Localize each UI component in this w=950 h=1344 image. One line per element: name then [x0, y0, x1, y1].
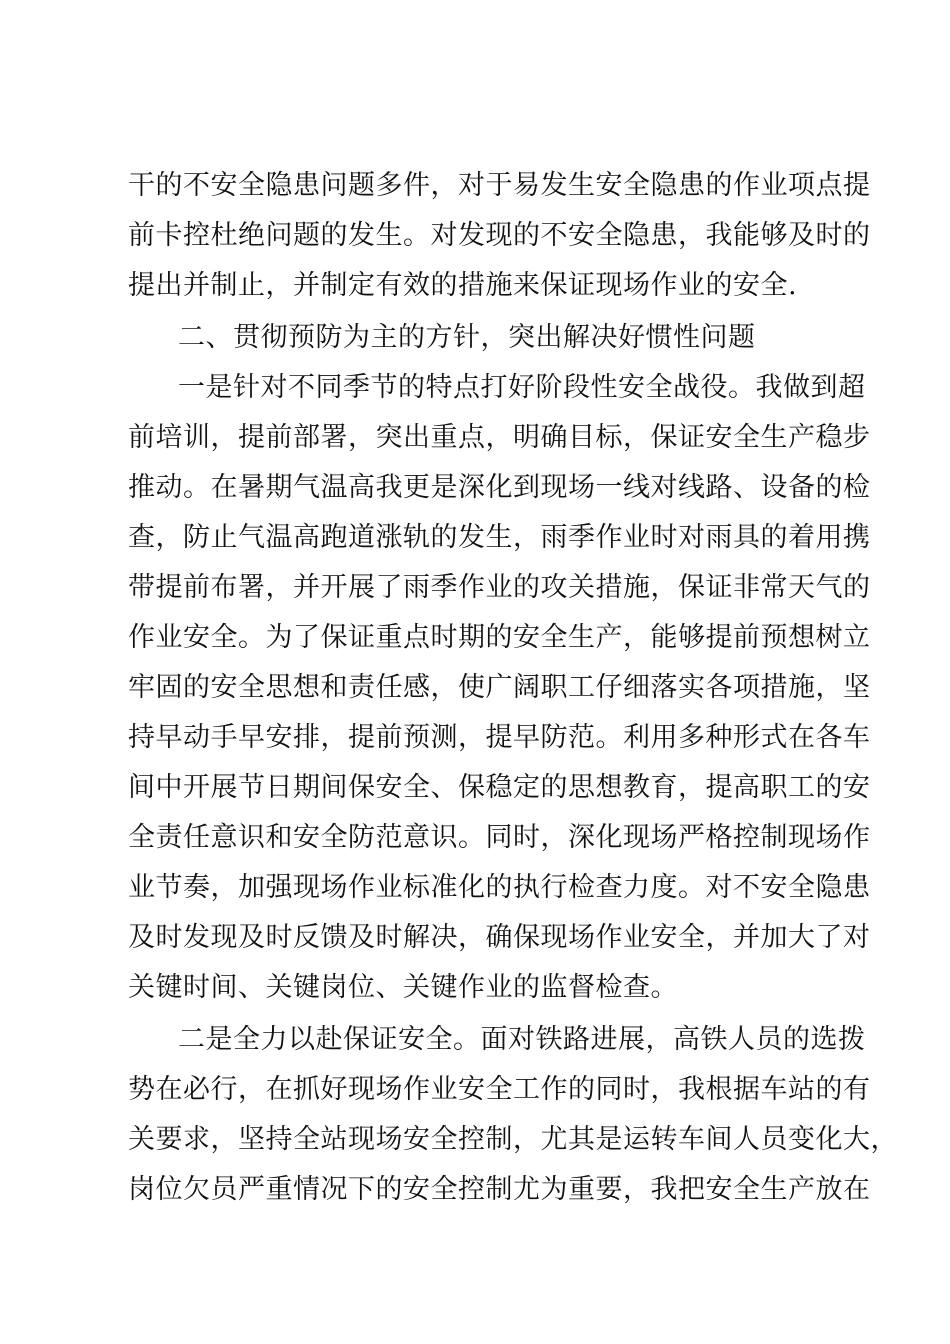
text-line: 及时发现及时反馈及时解决，确保现场作业安全，并加大了对 [128, 922, 871, 953]
text-line: 全责任意识和安全防范意识。同时，深化现场严格控制现场作 [128, 822, 871, 853]
text-line: 关键时间、关键岗位、关键作业的监督检查。 [128, 972, 678, 1003]
text-line: 提出并制止，并制定有效的措施来保证现场作业的安全. [128, 270, 798, 301]
text-line: 二是全力以赴保证安全。面对铁路进展，高铁人员的选拨 [178, 1024, 866, 1055]
text-line: 间中开展节日期间保安全、保稳定的思想教育，提高职工的安 [128, 772, 871, 803]
text-line: 持早动手早安排，提前预测，提早防范。利用多种形式在各车 [128, 722, 871, 753]
text-line: 关要求，坚持全站现场安全控制，尤其是运转车间人员变化大， [128, 1124, 898, 1155]
text-line: 牢固的安全思想和责任感，使广阔职工仔细落实各项措施，坚 [128, 672, 871, 703]
text-line: 前卡控杜绝问题的发生。对发现的不安全隐患，我能够及时的 [128, 220, 871, 251]
text-line: 前培训，提前部署，突出重点，明确目标，保证安全生产稳步 [128, 422, 871, 453]
text-line: 带提前布署，并开展了雨季作业的攻关措施，保证非常天气的 [128, 572, 871, 603]
text-line: 一是针对不同季节的特点打好阶段性安全战役。我做到超 [178, 372, 866, 403]
section-heading: 二、贯彻预防为主的方针，突出解决好惯性问题 [178, 322, 756, 353]
text-line: 势在必行，在抓好现场作业安全工作的同时，我根据车站的有 [128, 1074, 871, 1105]
text-line: 干的不安全隐患问题多件，对于易发生安全隐患的作业项点提 [128, 170, 871, 201]
text-line: 查，防止气温高跑道涨轨的发生，雨季作业时对雨具的着用携 [128, 522, 871, 553]
text-line: 推动。在暑期气温高我更是深化到现场一线对线路、设备的检 [128, 472, 871, 503]
text-line: 业节奏，加强现场作业标准化的执行检查力度。对不安全隐患 [128, 872, 871, 903]
text-line: 作业安全。为了保证重点时期的安全生产，能够提前预想树立 [128, 622, 871, 653]
text-line: 岗位欠员严重情况下的安全控制尤为重要，我把安全生产放在 [128, 1174, 871, 1205]
